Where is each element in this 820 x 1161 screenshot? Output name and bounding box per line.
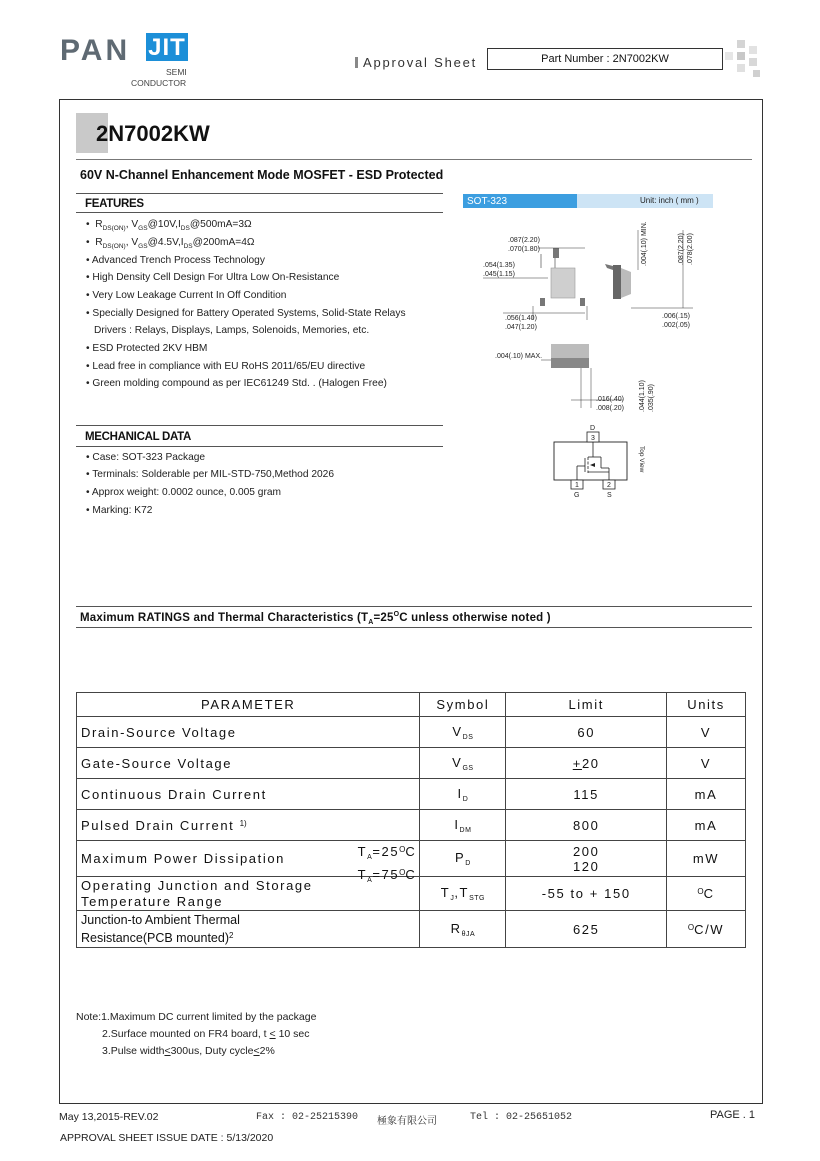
dim-d3b: .047(1.20) <box>505 324 537 331</box>
mechanical-item: • Case: SOT-323 Package <box>86 452 206 463</box>
rds1-v: , V <box>125 219 139 230</box>
dim-d4: .004(.10) MIN. <box>641 221 648 266</box>
pin-1-label: 1 <box>575 482 579 489</box>
table-row <box>77 748 746 779</box>
feature-item: • Lead free in compliance with EU RoHS 2011/65/EU directive <box>86 361 366 372</box>
note-3: 3.Pulse width<300us, Duty cycle<2% <box>102 1045 275 1057</box>
feature-item: • Green molding compound as per IEC61249 Std. . (Halogen Free) <box>86 378 387 389</box>
dim-d7: .004(.10) MAX. <box>495 353 543 360</box>
features-bottom-rule <box>76 212 443 213</box>
ratings-top-rule <box>76 606 752 607</box>
package-outline-drawing <box>463 210 718 510</box>
row-limit: 200 120 <box>506 841 667 877</box>
pin-2-label: 2 <box>607 482 611 489</box>
title-divider <box>76 159 752 160</box>
row-symbol: $I_D$ <box>420 779 506 810</box>
row-unit: V <box>667 748 746 779</box>
mechanical-item: • Approx weight: 0.0002 ounce, 0.005 gram <box>86 487 282 498</box>
header-symbol: Symbol <box>420 693 506 717</box>
header-parameter: PARAMETER <box>77 693 420 717</box>
row-symbol: $R_{\theta JA}$ <box>420 911 506 948</box>
features-top-rule <box>76 193 443 194</box>
feature-item: Drivers : Relays, Displays, Lamps, Solenoids, Memories, etc. <box>94 325 370 336</box>
feature-item: • High Density Cell Design For Ultra Low On-Resistance <box>86 272 340 283</box>
dim-d5a: .087(2.20) <box>678 233 685 265</box>
package-label: SOT-323 <box>463 194 577 208</box>
rds1-i: @10V,I <box>147 219 181 230</box>
pin-3-label: 3 <box>591 435 595 442</box>
features-heading: FEATURES <box>85 198 144 210</box>
mechanical-item: • Marking: K72 <box>86 505 153 516</box>
mechanical-heading: MECHANICAL DATA <box>85 431 192 443</box>
dim-d1a: .087(2.20) <box>508 237 540 244</box>
mechanical-item: • Terminals: Solderable per MIL-STD-750,Method 2026 <box>86 469 335 480</box>
feature-item: • Very Low Leakage Current In Off Condition <box>86 290 287 301</box>
dim-d5b: .078(2.00) <box>687 233 694 265</box>
note-1: Note:1.Maximum DC current limited by the package <box>76 1011 317 1023</box>
approval-sheet-text: Approval Sheet <box>363 55 478 70</box>
footer-issue-date: APPROVAL SHEET ISSUE DATE : 5/13/2020 <box>60 1132 274 1144</box>
feature-rds-10v: • $R_{DS(ON)}$, $V_{GS}@10V,I_{DS}@500mA=3\Omega$ <box>86 219 252 233</box>
logo-semi-text: SEMI <box>166 67 187 77</box>
row-unit: mW <box>667 841 746 877</box>
row-unit: mA <box>667 810 746 841</box>
rds1-r-sub: DS(ON) <box>102 225 126 233</box>
row-unit: $^O$C/W <box>667 911 746 948</box>
row-param: Maximum Power Dissipation $T_A=25^OC$ $T_A=75^OC$ <box>77 841 420 877</box>
rds1-i-sub: DS <box>180 225 190 233</box>
feature-item: • Advanced Trench Process Technology <box>86 255 265 266</box>
page-subtitle: 60V N-Channel Enhancement Mode MOSFET - ESD Protected <box>80 168 444 182</box>
pin-s-label: S <box>607 492 612 499</box>
row-param: Pulsed Drain Current $^{1)}$ <box>77 810 420 841</box>
row-limit: 60 <box>506 717 667 748</box>
row-param: Gate-Source Voltage <box>77 748 420 779</box>
footer-page: PAGE . 1 <box>710 1109 756 1121</box>
rds2-r-sub: DS(ON) <box>102 243 126 251</box>
footer-date-rev: May 13,2015-REV.02 <box>59 1111 159 1123</box>
mechanical-bottom-rule <box>76 446 443 447</box>
rds1-tail: @500mA=3Ω <box>189 219 252 230</box>
row-symbol: $T_J,T_{STG}$ <box>420 877 506 911</box>
row-param: Drain-Source Voltage <box>77 717 420 748</box>
package-unit: Unit: inch ( mm ) <box>640 196 699 205</box>
rds1-v-sub: GS <box>138 225 148 233</box>
table-row <box>77 779 746 810</box>
dim-d9b: .035(.90) <box>648 383 655 412</box>
row-unit: $^O$C <box>667 877 746 911</box>
rds2-i-sub: DS <box>183 243 193 251</box>
table-row <box>77 810 746 841</box>
page-title: 2N7002KW <box>96 121 210 146</box>
table-header-row <box>77 693 746 717</box>
approval-bar-icon <box>355 57 358 68</box>
logo-conductor-text: CONDUCTOR <box>131 78 187 88</box>
dim-d8a: .016(.40) <box>596 396 625 403</box>
footer-fax: Fax : 02-25215390 <box>256 1112 359 1123</box>
row-limit: -55 to + 150 <box>506 877 667 911</box>
approval-sheet-label <box>355 55 477 70</box>
table-row <box>77 911 746 948</box>
rds2-v: , V <box>125 237 139 248</box>
dim-d6a: .006(.15) <box>662 313 691 320</box>
dim-d2b: .045(1.15) <box>483 271 515 278</box>
ratings-title: Maximum RATINGS and Thermal Characteristics ($T_A=25^OC$ unless otherwise noted ) <box>80 611 551 627</box>
table-row <box>77 841 746 877</box>
rds2-i: @4.5V,I <box>147 237 184 248</box>
row-limit: 625 <box>506 911 667 948</box>
note-2: 2.Surface mounted on FR4 board, t < 10 sec <box>102 1028 310 1040</box>
mechanical-top-rule <box>76 425 443 426</box>
row-unit: mA <box>667 779 746 810</box>
feature-item: • ESD Protected 2KV HBM <box>86 343 208 354</box>
row-limit: 800 <box>506 810 667 841</box>
rds2-tail: @200mA=4Ω <box>192 237 255 248</box>
pin-d-label: D <box>590 425 596 432</box>
footer-tel: Tel : 02-25651052 <box>470 1112 573 1123</box>
logo-pan-text: PAN <box>60 34 131 67</box>
ratings-bottom-rule <box>76 627 752 628</box>
row-param: Operating Junction and Storage Temperature Range <box>77 877 420 911</box>
dim-d2a: .054(1.35) <box>483 262 515 269</box>
power-conditions: $T_A=25^OC$ $T_A=75^OC$ <box>357 844 417 884</box>
rds2-r: R <box>95 237 103 248</box>
logo-jit-badge: JIT <box>146 33 188 61</box>
dim-d6b: .002(.05) <box>662 322 691 329</box>
part-number-box: Part Number : 2N7002KW <box>487 48 723 70</box>
row-symbol: $V_{DS}$ <box>420 717 506 748</box>
pin-g-label: G <box>574 492 580 499</box>
top-view-label: Top View <box>638 446 645 473</box>
feature-rds-4-5v: • $R_{DS(ON)}$, $V_{GS}@4.5V,I_{DS}@200mA=4\Omega$ <box>86 237 255 251</box>
dim-d3a: .056(1.40) <box>505 315 537 322</box>
row-symbol: $V_{GS}$ <box>420 748 506 779</box>
dim-d1b: .070(1.80) <box>508 246 540 253</box>
dim-d8b: .008(.20) <box>596 405 625 412</box>
row-param: Junction-to Ambient Thermal Resistance(PCB mounted)$^2$ <box>77 911 420 948</box>
row-param: Continuous Drain Current <box>77 779 420 810</box>
rds2-v-sub: GS <box>138 243 148 251</box>
row-limit: 115 <box>506 779 667 810</box>
rds1-r: R <box>95 219 103 230</box>
ratings-table <box>76 692 746 948</box>
table-row <box>77 717 746 748</box>
row-symbol: $P_D$ <box>420 841 506 877</box>
header-units: Units <box>667 693 746 717</box>
header-limit: Limit <box>506 693 667 717</box>
row-limit: +20 <box>506 748 667 779</box>
decorative-squares-icon <box>723 38 763 80</box>
row-unit: V <box>667 717 746 748</box>
feature-item: • Specially Designed for Battery Operated Systems, Solid-State Relays <box>86 308 406 319</box>
package-top-view <box>483 248 587 320</box>
dim-d9a: .044(1.10) <box>639 380 646 412</box>
row-symbol: $I_{DM}$ <box>420 810 506 841</box>
footer-company: 極象有限公司 <box>377 1117 437 1128</box>
